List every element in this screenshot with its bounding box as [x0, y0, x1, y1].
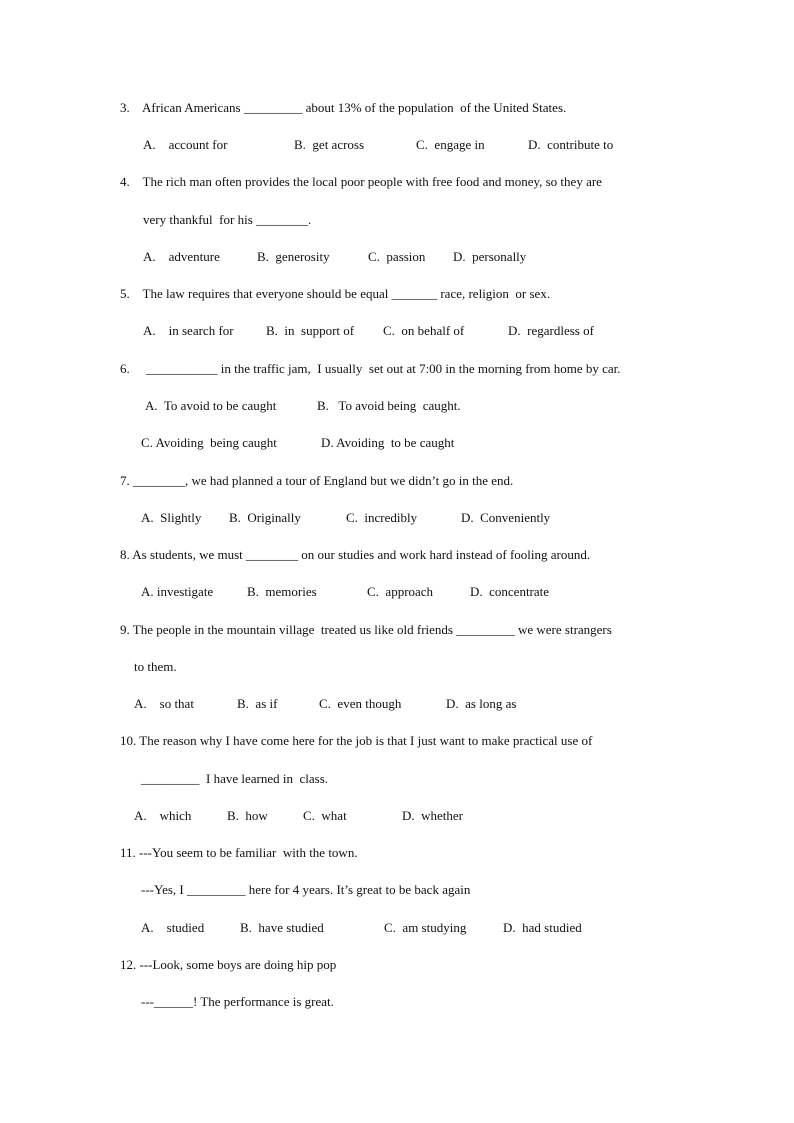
question-3-option-a: A. account for [143, 137, 228, 152]
question-4-text-cont: very thankful for his ________. [143, 212, 312, 227]
question-11-option-c: C. am studying [384, 920, 467, 935]
question-8-option-b: B. memories [247, 584, 317, 599]
question-10-option-c: C. what [303, 808, 347, 823]
question-8-option-d: D. concentrate [470, 584, 550, 599]
question-5-option-d: D. regardless of [508, 323, 594, 338]
question-9-text-cont: to them. [134, 659, 177, 674]
question-7-option-a: A. Slightly [141, 510, 202, 525]
question-10-text-cont: _________ I have learned in class. [141, 771, 329, 786]
question-4-option-c: C. passion [368, 249, 426, 264]
question-7-text: 7. ________, we had planned a tour of England but we didn’t go in the end. [120, 473, 514, 488]
question-5-option-c: C. on behalf of [383, 323, 465, 338]
question-6-option-b: B. To avoid being caught. [317, 398, 461, 413]
question-9-option-b: B. as if [237, 696, 278, 711]
question-9-text: 9. The people in the mountain village treated us like old friends _________ we were strangers [120, 622, 612, 637]
question-9-option-d: D. as long as [446, 696, 517, 711]
question-11-option-d: D. had studied [503, 920, 582, 935]
question-9-option-a: A. so that [134, 696, 194, 711]
question-10-option-a: A. which [134, 808, 192, 823]
question-5-option-a: A. in search for [143, 323, 234, 338]
question-4-text: 4. The rich man often provides the local poor people with free food and money, so they are [120, 174, 602, 189]
question-3-option-c: C. engage in [416, 137, 485, 152]
question-10-option-d: D. whether [402, 808, 464, 823]
question-5-option-b: B. in support of [266, 323, 355, 338]
question-8-option-c: C. approach [367, 584, 434, 599]
question-10-option-b: B. how [227, 808, 268, 823]
question-6-option-a: A. To avoid to be caught [145, 398, 277, 413]
question-7-option-c: C. incredibly [346, 510, 418, 525]
question-11-text: 11. ---You seem to be familiar with the town. [120, 845, 358, 860]
question-4-option-a: A. adventure [143, 249, 220, 264]
question-11-option-a: A. studied [141, 920, 205, 935]
question-6-text: 6. ___________ in the traffic jam, I usually set out at 7:00 in the morning from home by car. [120, 361, 621, 376]
question-9-option-c: C. even though [319, 696, 402, 711]
question-11-option-b: B. have studied [240, 920, 324, 935]
question-12-text-cont: ---______! The performance is great. [141, 994, 334, 1009]
question-6-option-d: D. Avoiding to be caught [321, 435, 455, 450]
question-8-option-a: A. investigate [141, 584, 214, 599]
question-11-text-cont: ---Yes, I _________ here for 4 years. It’s great to be back again [141, 882, 471, 897]
question-7-option-b: B. Originally [229, 510, 301, 525]
question-5-text: 5. The law requires that everyone should be equal _______ race, religion or sex. [120, 286, 551, 301]
question-10-text: 10. The reason why I have come here for the job is that I just want to make practical use of [120, 733, 593, 748]
question-7-option-d: D. Conveniently [461, 510, 551, 525]
question-3-option-b: B. get across [294, 137, 365, 152]
question-12-text: 12. ---Look, some boys are doing hip pop [120, 957, 337, 972]
question-3-option-d: D. contribute to [528, 137, 614, 152]
question-3-text: 3. African Americans _________ about 13% of the population of the United States. [120, 100, 567, 115]
question-4-option-d: D. personally [453, 249, 527, 264]
question-4-option-b: B. generosity [257, 249, 330, 264]
question-8-text: 8. As students, we must ________ on our studies and work hard instead of fooling around. [120, 547, 591, 562]
question-6-option-c: C. Avoiding being caught [141, 435, 277, 450]
